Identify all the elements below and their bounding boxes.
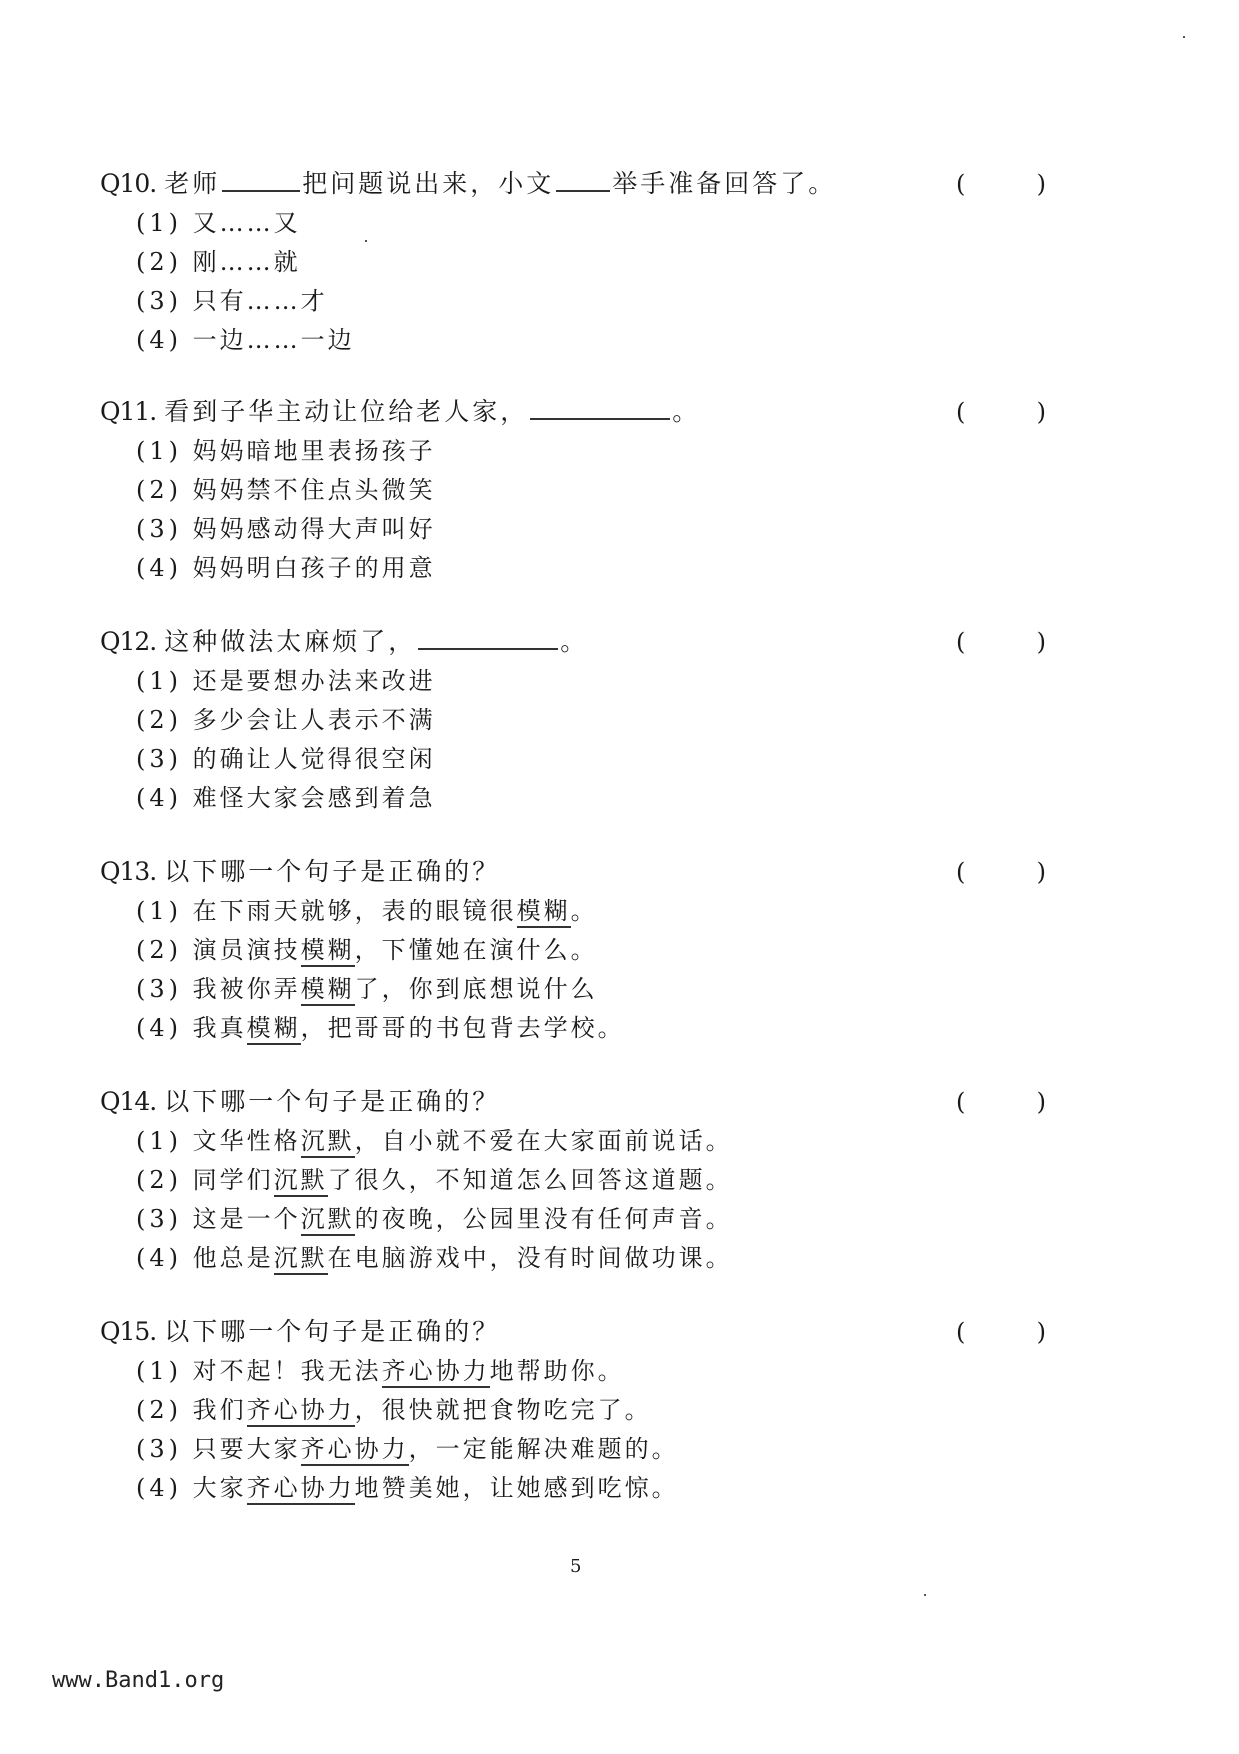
question-stem: Q11. 看到子华主动让位给老人家， 。 ( ) bbox=[100, 392, 1100, 432]
question-stem: Q12. 这种做法太麻烦了， 。 ( ) bbox=[100, 622, 1100, 662]
question-stem: Q14. 以下哪一个句子是正确的？ ( ) bbox=[100, 1082, 1100, 1122]
question-stem: Q15. 以下哪一个句子是正确的？ ( ) bbox=[100, 1312, 1100, 1352]
keyword-underline: 齐心协力 bbox=[301, 1435, 409, 1466]
option-item[interactable]: (4) 一边……一边 bbox=[136, 326, 355, 354]
keyword-underline: 齐心协力 bbox=[382, 1357, 490, 1388]
scan-speck bbox=[365, 240, 367, 242]
keyword-underline: 沉默 bbox=[301, 1205, 355, 1236]
keyword-underline: 齐心协力 bbox=[247, 1396, 355, 1427]
footer-url[interactable]: www.Band1.org bbox=[52, 1668, 225, 1693]
answer-box[interactable]: ( ) bbox=[956, 398, 1046, 426]
question-stem: Q13. 以下哪一个句子是正确的？ ( ) bbox=[100, 852, 1100, 892]
answer-blank[interactable] bbox=[418, 628, 558, 650]
question-q15 bbox=[100, 1312, 1100, 1508]
option-list bbox=[136, 1122, 1100, 1278]
question-number: Q14. bbox=[100, 1087, 157, 1116]
keyword-underline: 沉默 bbox=[274, 1244, 328, 1275]
answer-blank[interactable] bbox=[556, 170, 610, 192]
answer-blank[interactable] bbox=[530, 398, 670, 420]
answer-blank[interactable] bbox=[222, 170, 300, 192]
option-item[interactable]: (3) 只有……才 bbox=[136, 287, 328, 315]
option-list bbox=[136, 892, 1100, 1048]
answer-box[interactable]: ( ) bbox=[956, 628, 1046, 656]
option-item[interactable]: (3) 我被你弄模糊了，你到底想说什么 bbox=[136, 970, 1100, 1009]
option-list bbox=[136, 204, 1100, 360]
option-list bbox=[136, 662, 1100, 818]
option-item[interactable]: (2) 多少会让人表示不满 bbox=[136, 706, 436, 734]
scan-speck bbox=[1183, 36, 1185, 38]
keyword-underline: 沉默 bbox=[274, 1166, 328, 1197]
option-item[interactable]: (1) 在下雨天就够，表的眼镜很模糊。 bbox=[136, 892, 1100, 931]
option-item[interactable]: (3) 这是一个沉默的夜晚，公园里没有任何声音。 bbox=[136, 1200, 1100, 1239]
keyword-underline: 齐心协力 bbox=[247, 1474, 355, 1505]
option-item[interactable]: (2) 我们齐心协力，很快就把食物吃完了。 bbox=[136, 1391, 1100, 1430]
answer-box[interactable]: ( ) bbox=[956, 858, 1046, 886]
question-number: Q13. bbox=[100, 857, 157, 886]
option-item[interactable]: (2) 演员演技模糊，下懂她在演什么。 bbox=[136, 931, 1100, 970]
question-q14 bbox=[100, 1082, 1100, 1278]
keyword-underline: 沉默 bbox=[301, 1127, 355, 1158]
question-q13 bbox=[100, 852, 1100, 1048]
option-item[interactable]: (2) 刚……就 bbox=[136, 248, 301, 276]
option-item[interactable]: (3) 的确让人觉得很空闲 bbox=[136, 745, 436, 773]
option-item[interactable]: (3) 妈妈感动得大声叫好 bbox=[136, 515, 436, 543]
option-item[interactable]: (1) 对不起！我无法齐心协力地帮助你。 bbox=[136, 1352, 1100, 1391]
option-item[interactable]: (1) 还是要想办法来改进 bbox=[136, 667, 436, 695]
page-number: 5 bbox=[570, 1556, 582, 1577]
answer-box[interactable]: ( ) bbox=[956, 1088, 1046, 1116]
option-item[interactable]: (4) 大家齐心协力地赞美她，让她感到吃惊。 bbox=[136, 1469, 1100, 1508]
scan-speck bbox=[924, 1594, 926, 1596]
question-number: Q12. bbox=[100, 627, 157, 656]
question-q12 bbox=[100, 622, 1100, 818]
option-item[interactable]: (4) 妈妈明白孩子的用意 bbox=[136, 554, 436, 582]
question-q10 bbox=[100, 164, 1100, 360]
option-item[interactable]: (3) 只要大家齐心协力，一定能解决难题的。 bbox=[136, 1430, 1100, 1469]
question-q11 bbox=[100, 392, 1100, 588]
answer-box[interactable]: ( ) bbox=[956, 1318, 1046, 1346]
option-item[interactable]: (4) 我真模糊，把哥哥的书包背去学校。 bbox=[136, 1009, 1100, 1048]
option-item[interactable]: (2) 同学们沉默了很久，不知道怎么回答这道题。 bbox=[136, 1161, 1100, 1200]
option-item[interactable]: (1) 文华性格沉默，自小就不爱在大家面前说话。 bbox=[136, 1122, 1100, 1161]
option-item[interactable]: (4) 他总是沉默在电脑游戏中，没有时间做功课。 bbox=[136, 1239, 1100, 1278]
answer-box[interactable]: ( ) bbox=[956, 170, 1046, 198]
option-item[interactable]: (2) 妈妈禁不住点头微笑 bbox=[136, 476, 436, 504]
keyword-underline: 模糊 bbox=[247, 1014, 301, 1045]
question-number: Q15. bbox=[100, 1317, 157, 1346]
option-list bbox=[136, 432, 1100, 588]
option-item[interactable]: (1) 又……又 bbox=[136, 209, 301, 237]
question-number: Q10. bbox=[100, 169, 157, 198]
question-number: Q11. bbox=[100, 397, 157, 426]
keyword-underline: 模糊 bbox=[301, 936, 355, 967]
option-list bbox=[136, 1352, 1100, 1508]
keyword-underline: 模糊 bbox=[301, 975, 355, 1006]
option-item[interactable]: (1) 妈妈暗地里表扬孩子 bbox=[136, 437, 436, 465]
option-item[interactable]: (4) 难怪大家会感到着急 bbox=[136, 784, 436, 812]
keyword-underline: 模糊 bbox=[517, 897, 571, 928]
question-stem: Q10. 老师 把问题说出来，小文 举手准备回答了。 ( ) bbox=[100, 164, 1100, 204]
